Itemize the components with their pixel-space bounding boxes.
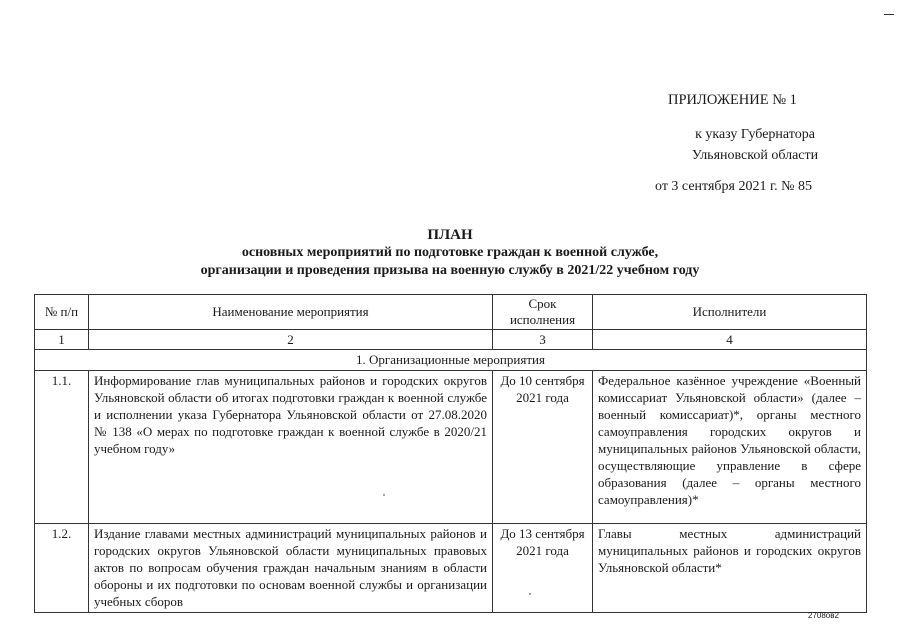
plan-title: [150, 226, 750, 280]
row-activity: Издание главами местных администраций муниципальных районов и городских округов Ульяновской области муниципальных правовых актов по вопросам обучения граждан начальным знаниям в области обороны и их подготовки по основам военной службы и организации учебных сборов: [89, 524, 493, 613]
title-line-2: основных мероприятий по подготовке граждан к военной службе,: [241, 245, 659, 260]
scan-speck: [383, 494, 385, 496]
decree-date: от 3 сентября 2021 г. № 85: [655, 179, 812, 194]
title-line-1: ПЛАН: [427, 227, 473, 243]
section-title: 1. Организационные мероприятия: [35, 350, 867, 371]
row-deadline: До 13 сентября 2021 года: [493, 524, 593, 613]
header-activity: Наименование мероприятия: [89, 295, 493, 330]
corner-mark: [884, 14, 894, 15]
document-code: 2708ов2: [808, 611, 839, 620]
row-executors: Главы местных администраций муниципальных районов и городских округов Ульяновской области*: [593, 524, 867, 613]
column-number-2: 2: [89, 330, 493, 350]
decree-line-1: к указу Губернатора: [695, 127, 815, 142]
scan-speck: [529, 593, 531, 595]
column-number-3: 3: [493, 330, 593, 350]
appendix-label: ПРИЛОЖЕНИЕ № 1: [668, 92, 797, 108]
header-executors: Исполнители: [593, 295, 867, 330]
row-number: 1.1.: [35, 371, 89, 524]
plan-table: [34, 294, 867, 613]
table-row: [35, 524, 867, 613]
column-numbers-row: [35, 330, 867, 350]
column-number-1: 1: [35, 330, 89, 350]
decree-line-2: Ульяновской области: [691, 148, 819, 163]
row-deadline: До 10 сентября 2021 года: [493, 371, 593, 524]
table-header-row: [35, 295, 867, 330]
row-number: 1.2.: [35, 524, 89, 613]
title-line-3: организации и проведения призыва на военную службу в 2021/22 учебном году: [200, 263, 700, 278]
header-number: № п/п: [35, 295, 89, 330]
row-executors: Федеральное казённое учреждение «Военный комиссариат Ульяновской области» (далее – военный комиссариат)*, органы местного самоуправления городских округов и муниципальных районов Ульяновской области, осуществляющие управление в сфере образования (далее – органы местного самоуправления)*: [593, 371, 867, 524]
decree-reference: [665, 124, 845, 166]
header-deadline: Срок исполнения: [493, 295, 593, 330]
table-row: [35, 371, 867, 524]
section-row: [35, 350, 867, 371]
row-activity: Информирование глав муниципальных районов и городских округов Ульяновской области об итогах подготовки граждан к военной службе и исполнении указа Губернатора Ульяновской области от 27.08.2020 № 138 «О мерах по подготовке граждан к военной службе в 2020/21 учебном году»: [89, 371, 493, 524]
column-number-4: 4: [593, 330, 867, 350]
